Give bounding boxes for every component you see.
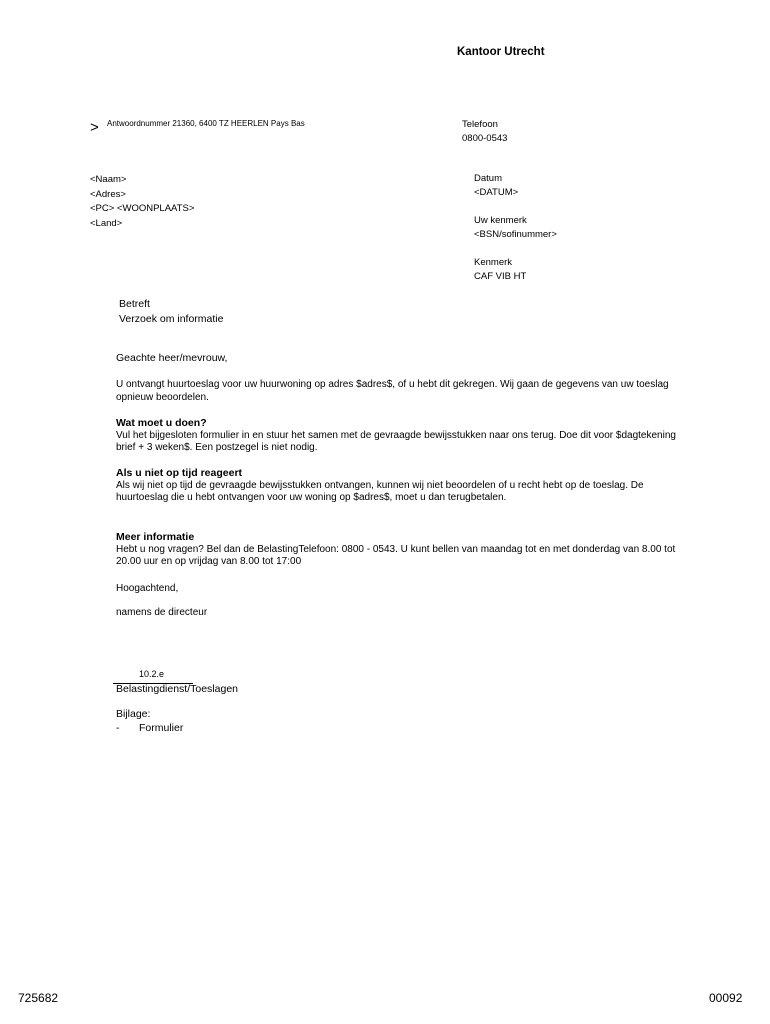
- section-more-info: [116, 531, 676, 569]
- phone-value: 0800-0543: [462, 133, 508, 144]
- salutation: Geachte heer/mevrouw,: [116, 352, 228, 364]
- footer-page-number: 00092: [709, 991, 743, 1005]
- section-late-response: [116, 467, 676, 505]
- section-heading: Meer informatie: [116, 531, 195, 543]
- return-address: Antwoordnummer 21360, 6400 TZ HEERLEN Pays Bas: [107, 119, 305, 128]
- your-reference-block: [474, 214, 557, 242]
- subject-label: Betreft: [119, 298, 150, 310]
- section-text: Als wij niet op tijd de gevraagde bewijsstukken ontvangen, kunnen wij niet beoordelen of u recht hebt op de toeslag. De huurtoeslag die u hebt ontvangen voor uw woning op $adres$, moet u dan terugbetalen.: [116, 479, 644, 503]
- section-heading: Als u niet op tijd reageert: [116, 467, 243, 479]
- subject-block: [119, 297, 223, 327]
- section-what-to-do: [116, 417, 676, 455]
- recipient-postal-city: <PC> <WOONPLAATS>: [90, 203, 195, 214]
- attachment-item: Formulier: [139, 722, 184, 734]
- phone-block: [462, 118, 507, 146]
- office-name: Kantoor Utrecht: [457, 46, 545, 58]
- your-reference-value: <BSN/sofinummer>: [474, 229, 557, 240]
- subject-value: Verzoek om informatie: [119, 313, 224, 325]
- return-address-arrow: >: [90, 119, 99, 136]
- reference-block: [474, 256, 526, 284]
- recipient-name: <Naam>: [90, 174, 127, 185]
- attachment-label: Bijlage:: [116, 708, 151, 720]
- recipient-country: <Land>: [90, 217, 123, 229]
- reference-value: CAF VIB HT: [474, 271, 527, 282]
- on-behalf-of: namens de directeur: [116, 607, 208, 618]
- date-label: Datum: [474, 173, 502, 184]
- intro-paragraph: U ontvangt huurtoeslag voor uw huurwoning op adres $adres$, of u hebt dit gekregen. Wij gaan de gegevens van uw toeslag opnieuw beoordelen.: [116, 379, 669, 403]
- date-value: <DATUM>: [474, 187, 519, 198]
- recipient-street: <Adres>: [90, 188, 126, 200]
- section-text: Hebt u nog vragen? Bel dan de BelastingTelefoon: 0800 - 0543. U kunt bellen van maandag tot en met donderdag van 8.00 tot 20.00 uur en op vrijdag van 8.00 tot 17:00: [116, 543, 676, 567]
- redaction-mark: 10.2.e: [139, 669, 165, 679]
- phone-label: Telefoon: [462, 119, 498, 130]
- section-text: Vul het bijgesloten formulier in en stuur het samen met de gevraagde bewijsstukken naar ons terug. Doe dit voor $dagtekening brief + 3 weken$. Een postzegel is niet nodig.: [116, 429, 676, 453]
- footer-document-number: 725682: [18, 991, 59, 1005]
- recipient-address: [90, 173, 194, 231]
- date-block: [474, 172, 518, 200]
- your-reference-label: Uw kenmerk: [474, 215, 527, 226]
- reference-label: Kenmerk: [474, 257, 513, 268]
- signature-organisation: Belastingdienst/Toeslagen: [116, 683, 239, 695]
- attachment-bullet: -: [116, 722, 120, 734]
- closing: Hoogachtend,: [116, 583, 179, 594]
- section-heading: Wat moet u doen?: [116, 417, 207, 429]
